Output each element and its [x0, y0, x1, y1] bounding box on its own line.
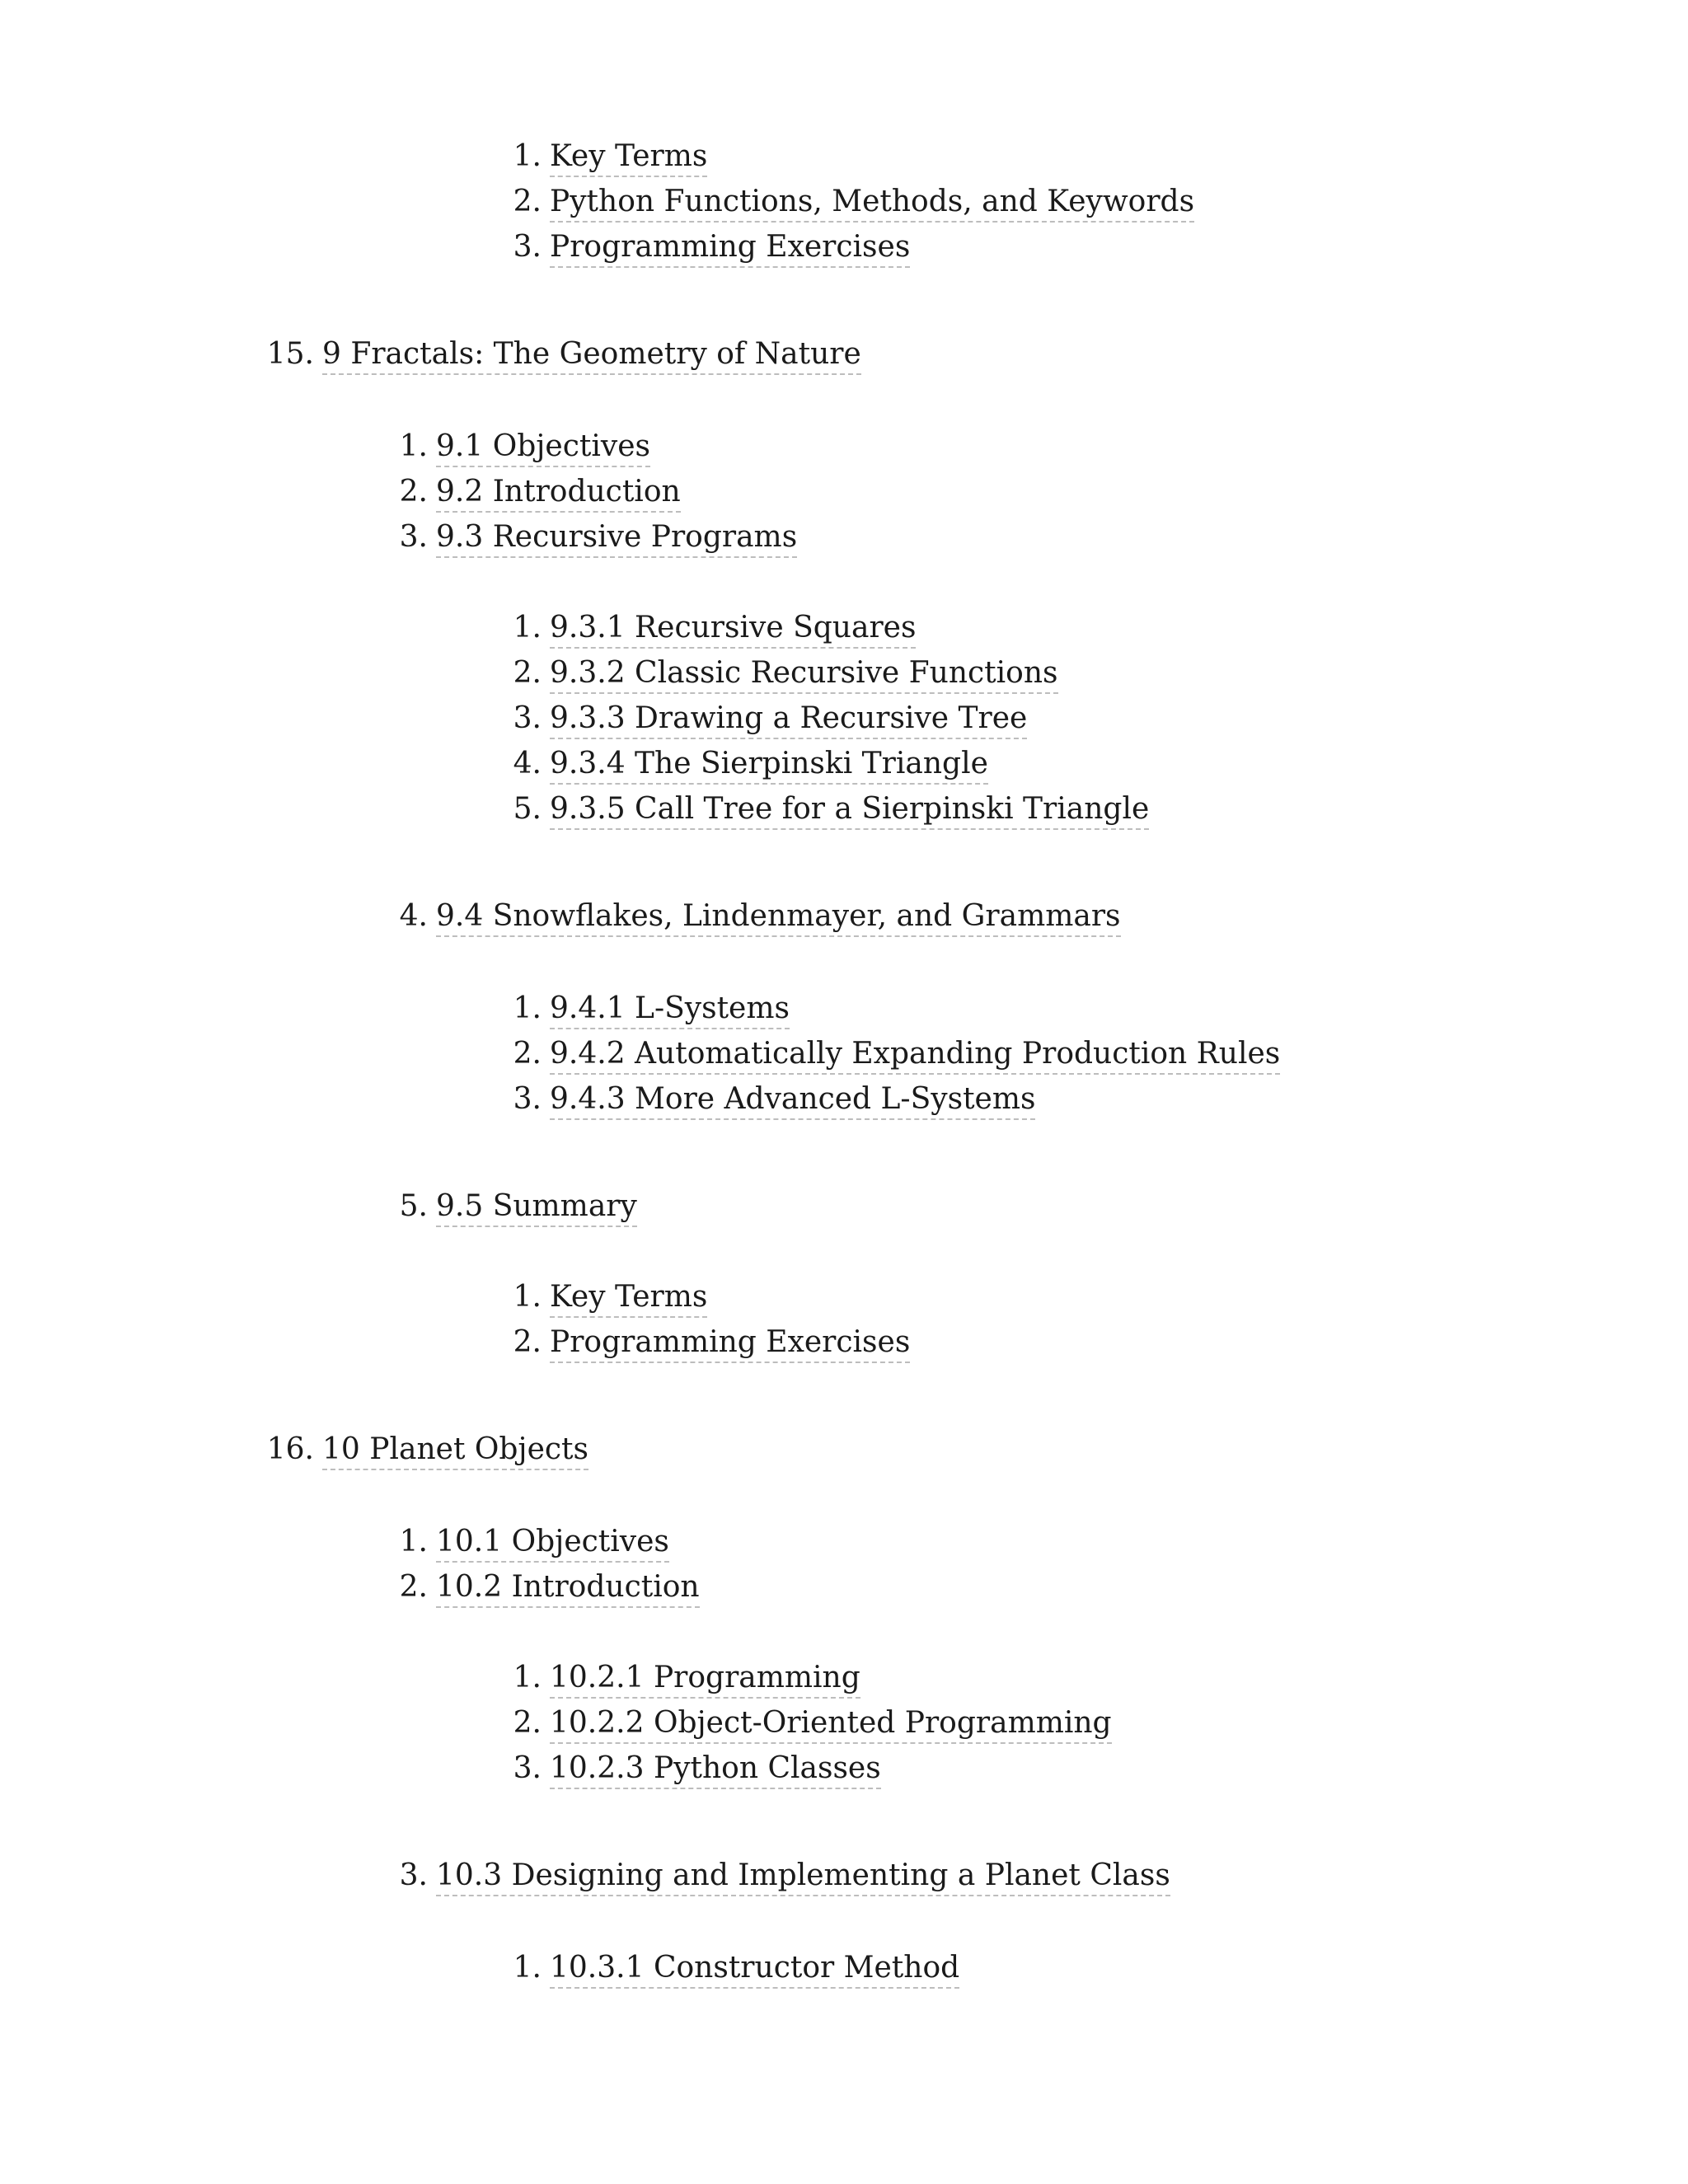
toc-item-number: 2.	[513, 656, 542, 690]
toc-item-number: 2.	[399, 475, 428, 509]
toc-link[interactable]: 9.3 Recursive Programs	[436, 519, 797, 558]
toc-item-number: 1.	[513, 139, 542, 173]
toc-item-level-3	[0, 655, 1058, 694]
toc-link[interactable]: 10.2.3 Python Classes	[550, 1750, 881, 1789]
toc-item-number: 3.	[513, 701, 542, 735]
toc-item-level-3	[0, 1705, 1112, 1744]
toc-item-level-3	[0, 1036, 1280, 1075]
toc-item-number: 3.	[399, 1858, 428, 1892]
toc-item-level-2	[0, 429, 650, 467]
toc-link[interactable]: Python Functions, Methods, and Keywords	[550, 184, 1194, 223]
toc-item-number: 1.	[513, 611, 542, 644]
toc-item-level-3	[0, 610, 916, 649]
toc-item-number: 2.	[513, 185, 542, 218]
toc-link[interactable]: 9.5 Summary	[436, 1188, 637, 1227]
toc-item-level-3	[0, 791, 1149, 830]
toc-item-number: 4.	[513, 747, 542, 780]
toc-item-level-1	[0, 336, 861, 375]
toc-link[interactable]: Key Terms	[550, 138, 707, 177]
toc-item-number: 1.	[513, 991, 542, 1025]
toc-link[interactable]: 9.2 Introduction	[436, 474, 681, 513]
toc-item-number: 3.	[513, 1082, 542, 1116]
toc-item-level-3	[0, 1750, 881, 1789]
toc-link[interactable]: Key Terms	[550, 1279, 707, 1318]
toc-link[interactable]: 9.1 Objectives	[436, 429, 650, 467]
toc-item-level-3	[0, 184, 1194, 223]
toc-link[interactable]: 10.3 Designing and Implementing a Planet Class	[436, 1858, 1170, 1896]
toc-item-level-3	[0, 746, 988, 785]
toc-item-number: 5.	[399, 1189, 428, 1223]
toc-link[interactable]: 9.3.5 Call Tree for a Sierpinski Triangle	[550, 791, 1149, 830]
toc-item-level-2	[0, 1858, 1170, 1896]
toc-link[interactable]: 9 Fractals: The Geometry of Nature	[322, 336, 861, 375]
toc-link[interactable]: 9.4.3 More Advanced L-Systems	[550, 1081, 1035, 1120]
toc-item-number: 3.	[399, 520, 428, 554]
toc-link[interactable]: 9.3.2 Classic Recursive Functions	[550, 655, 1058, 694]
toc-link[interactable]: Programming Exercises	[550, 229, 910, 268]
toc-link[interactable]: 9.4.1 L-Systems	[550, 991, 790, 1029]
toc-item-number: 2.	[399, 1570, 428, 1604]
toc-item-number: 1.	[399, 1525, 428, 1558]
toc-item-number: 3.	[513, 230, 542, 264]
toc-item-number: 15.	[266, 337, 314, 371]
toc-item-number: 1.	[513, 1280, 542, 1314]
toc-link[interactable]: 9.3.1 Recursive Squares	[550, 610, 916, 649]
toc-item-number: 2.	[513, 1706, 542, 1740]
toc-item-level-3	[0, 1950, 959, 1989]
toc-item-level-3	[0, 991, 790, 1029]
toc-item-level-3	[0, 1324, 910, 1363]
toc-link[interactable]: Programming Exercises	[550, 1324, 910, 1363]
toc-item-level-3	[0, 1279, 707, 1318]
toc-link[interactable]: 9.3.3 Drawing a Recursive Tree	[550, 701, 1027, 739]
toc-item-level-2	[0, 474, 681, 513]
toc-item-number: 16.	[266, 1432, 314, 1466]
toc-item-level-2	[0, 1569, 700, 1608]
toc-item-level-2	[0, 519, 797, 558]
toc-item-level-2	[0, 1188, 637, 1227]
toc-item-level-3	[0, 138, 707, 177]
toc-item-level-3	[0, 701, 1027, 739]
toc-link[interactable]: 10.2.1 Programming	[550, 1660, 860, 1699]
toc-link[interactable]: 9.4.2 Automatically Expanding Production Rules	[550, 1036, 1280, 1075]
toc-item-number: 2.	[513, 1037, 542, 1071]
toc-item-number: 4.	[399, 899, 428, 933]
toc-item-level-1	[0, 1432, 588, 1470]
toc-link[interactable]: 10.2 Introduction	[436, 1569, 700, 1608]
toc-link[interactable]: 9.3.4 The Sierpinski Triangle	[550, 746, 988, 785]
toc-item-number: 1.	[513, 1661, 542, 1694]
toc-item-number: 3.	[513, 1751, 542, 1785]
toc-item-level-2	[0, 898, 1121, 937]
toc-item-level-2	[0, 1524, 669, 1563]
toc-item-number: 1.	[513, 1951, 542, 1985]
toc-item-level-3	[0, 1081, 1035, 1120]
toc-item-number: 5.	[513, 792, 542, 826]
toc-link[interactable]: 9.4 Snowflakes, Lindenmayer, and Grammars	[436, 898, 1121, 937]
toc-link[interactable]: 10.1 Objectives	[436, 1524, 669, 1563]
toc-item-level-3	[0, 1660, 860, 1699]
toc-link[interactable]: 10 Planet Objects	[322, 1432, 588, 1470]
toc-item-number: 2.	[513, 1325, 542, 1359]
toc-item-level-3	[0, 229, 910, 268]
toc-item-number: 1.	[399, 429, 428, 463]
toc-link[interactable]: 10.3.1 Constructor Method	[550, 1950, 959, 1989]
toc-link[interactable]: 10.2.2 Object-Oriented Programming	[550, 1705, 1112, 1744]
